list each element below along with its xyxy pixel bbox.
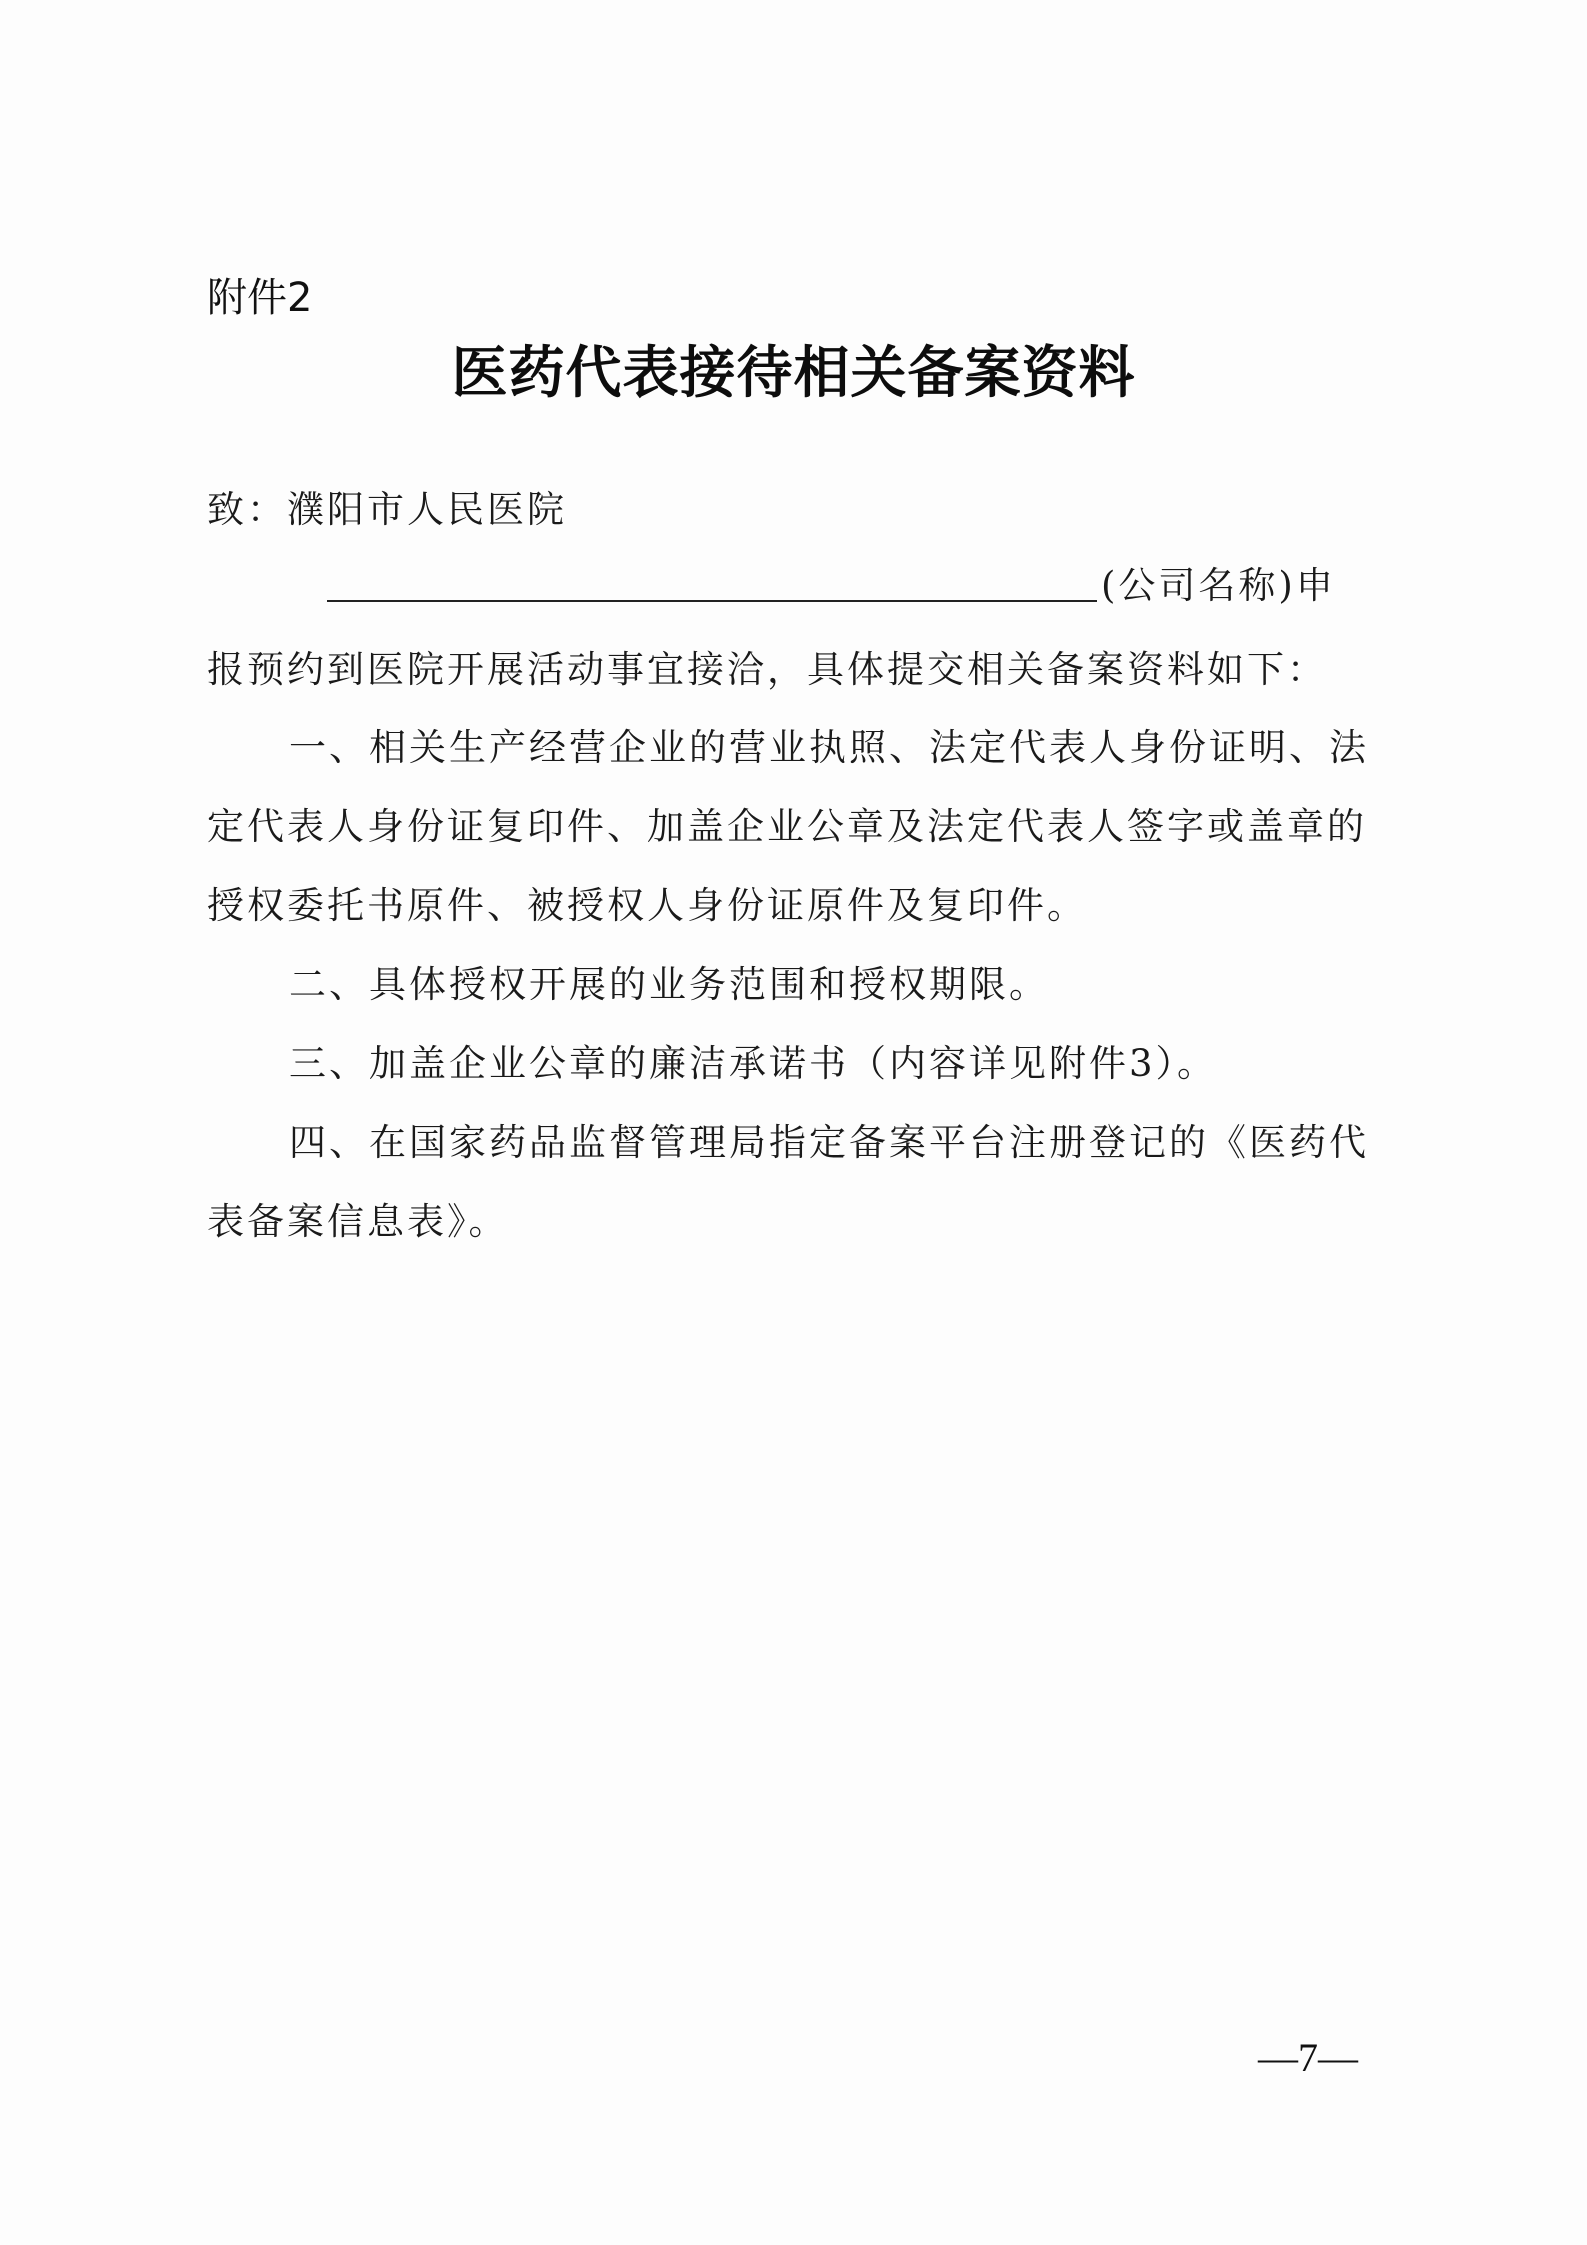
intro-line: 报预约到医院开展活动事宜接洽，具体提交相关备案资料如下：: [207, 648, 1327, 691]
document-title: 医药代表接待相关备案资料: [451, 340, 1136, 406]
company-name-suffix: (公司名称)申: [1101, 564, 1336, 607]
company-name-row: [327, 560, 1336, 612]
salutation: 致：濮阳市人民医院: [207, 488, 567, 531]
item-1-line-1: 一、相关生产经营企业的营业执照、法定代表人身份证明、法: [289, 726, 1369, 769]
item-1-line-3: 授权委托书原件、被授权人身份证原件及复印件。: [207, 884, 1087, 927]
page-number: —7—: [1258, 2035, 1358, 2080]
company-name-blank: [327, 560, 1097, 602]
item-3-line-1: 三、加盖企业公章的廉洁承诺书（内容详见附件3）。: [289, 1042, 1218, 1085]
item-4-line-2: 表备案信息表》。: [207, 1200, 509, 1243]
item-2-line-1: 二、具体授权开展的业务范围和授权期限。: [289, 963, 1049, 1006]
attachment-label: 附件2: [207, 275, 313, 321]
item-1-line-2: 定代表人身份证复印件、加盖企业公章及法定代表人签字或盖章的: [207, 805, 1367, 848]
item-4-line-1: 四、在国家药品监督管理局指定备案平台注册登记的《医药代: [289, 1121, 1369, 1164]
